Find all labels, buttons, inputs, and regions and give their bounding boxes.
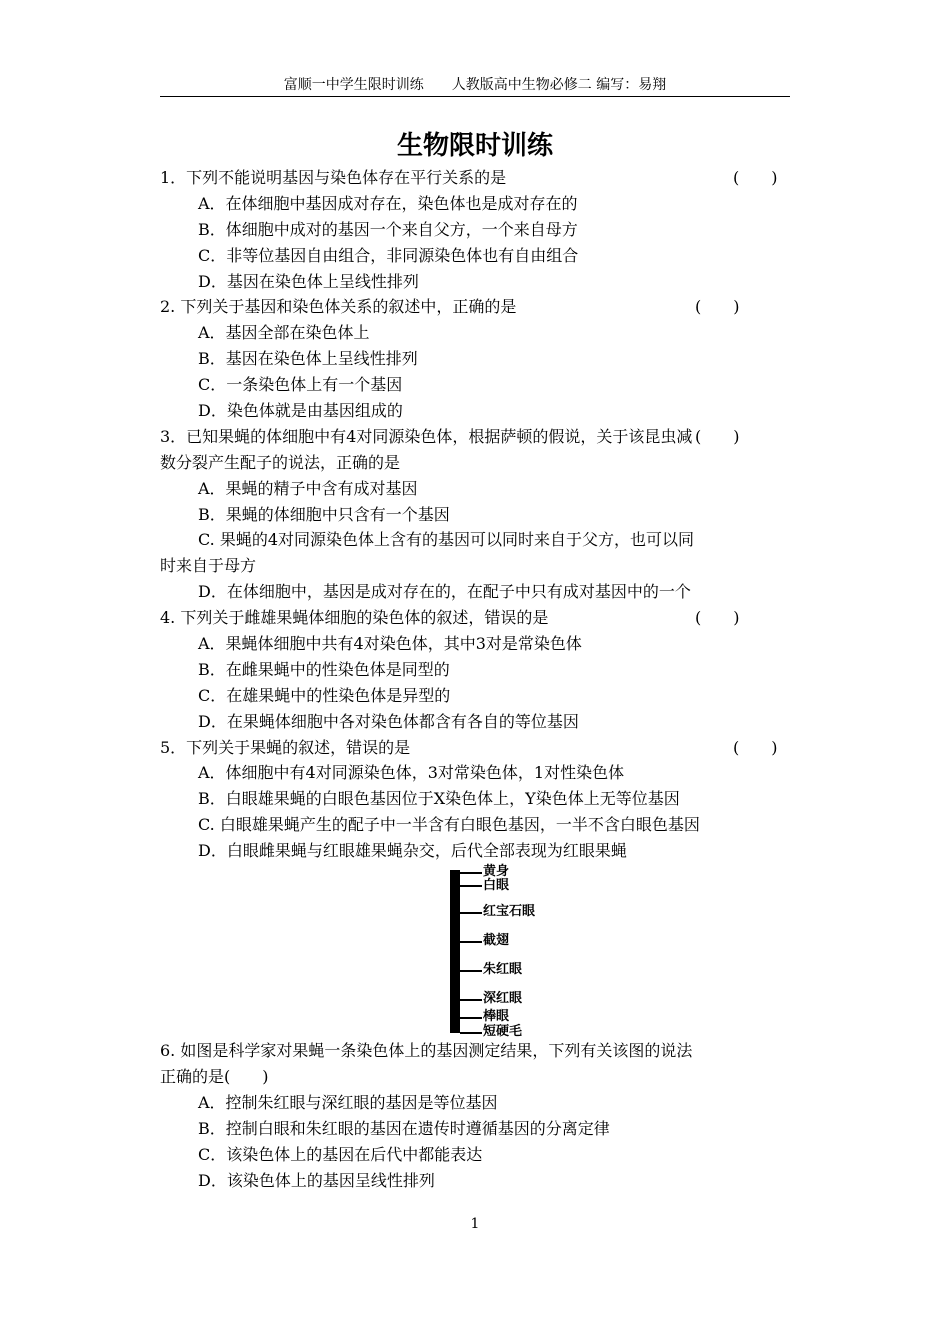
answer-bracket: ( )	[733, 737, 778, 757]
gene-label-cut-wing: 截翅	[483, 933, 510, 949]
option-a: A．控制朱红眼与深红眼的基因是等位基因	[198, 1092, 498, 1112]
question-stem: 4. 下列关于雌雄果蝇体细胞的染色体的叙述，错误的是 ( )	[160, 605, 790, 631]
question-5	[160, 735, 790, 864]
question-stem-continued: 数分裂产生配子的说法，正确的是 ( )	[160, 450, 790, 476]
option-d: D．白眼雌果蝇与红眼雄果蝇杂交，后代全部表现为红眼果蝇	[198, 841, 627, 861]
option-a: A．在体细胞中基因成对存在，染色体也是成对存在的	[198, 193, 578, 213]
question-4	[160, 605, 790, 734]
answer-bracket: ( )	[695, 608, 740, 628]
page-title: 生物限时训练	[396, 131, 553, 161]
option-a: A．果蝇体细胞中共有4对染色体，其中3对是常染色体	[198, 634, 582, 654]
option-c: C. 白眼雄果蝇产生的配子中一半含有白眼色基因，一半不含白眼色基因	[198, 815, 700, 835]
option-b: B．控制白眼和朱红眼的基因在遗传时遵循基因的分离定律	[198, 1118, 610, 1138]
question-stem: 5．下列关于果蝇的叙述，错误的是 ( )	[160, 735, 790, 761]
question-1	[160, 165, 790, 294]
gene-label-yellow-body: 黄身	[483, 864, 510, 880]
option-c: C．非等位基因自由组合，非同源染色体也有自由组合	[198, 245, 579, 265]
gene-tick	[460, 912, 482, 914]
gene-label-ruby-eye: 红宝石眼	[483, 904, 536, 920]
option-d: D．该染色体上的基因呈线性排列	[198, 1170, 435, 1190]
option-a: A．果蝇的精子中含有成对基因	[198, 478, 418, 498]
question-stem: 3．已知果蝇的体细胞中有4对同源染色体，根据萨顿的假说，关于该昆虫减	[160, 426, 693, 446]
question-stem: 1．下列不能说明基因与染色体存在平行关系的是 ( )	[160, 165, 790, 191]
option-b: B．在雌果蝇中的性染色体是同型的	[198, 659, 450, 679]
option-c: C. 果蝇的4对同源染色体上含有的基因可以同时来自于父方，也可以同	[198, 530, 695, 550]
gene-label-vermilion-eye: 朱红眼	[483, 962, 523, 978]
question-stem-continued: 正确的是( )	[160, 1066, 269, 1086]
chromosome-gene-map	[160, 864, 790, 1038]
answer-bracket: ( )	[733, 168, 778, 187]
gene-label-white-eye: 白眼	[483, 878, 510, 894]
option-b: B．基因在染色体上呈线性排列	[198, 349, 418, 369]
gene-tick	[460, 941, 482, 943]
gene-label-bar-eye: 棒眼	[483, 1009, 510, 1025]
question-2	[160, 294, 790, 423]
answer-bracket: ( )	[695, 297, 740, 317]
gene-tick	[460, 999, 482, 1001]
option-a: A．体细胞中有4对同源染色体，3对常染色体，1对性染色体	[198, 763, 625, 783]
option-a: A．基因全部在染色体上	[198, 323, 370, 343]
question-6	[160, 1038, 790, 1193]
gene-tick	[460, 1032, 482, 1034]
option-b: B．白眼雄果蝇的白眼色基因位于X染色体上，Y染色体上无等位基因	[198, 789, 680, 809]
option-c-continued: 时来自于母方	[160, 556, 257, 576]
option-c: C．该染色体上的基因在后代中都能表达	[198, 1144, 483, 1164]
option-d: D．在体细胞中，基因是成对存在的，在配子中只有成对基因中的一个	[198, 582, 691, 602]
question-3	[160, 424, 790, 605]
option-c: C．在雄果蝇中的性染色体是异型的	[198, 685, 451, 705]
option-b: B．果蝇的体细胞中只含有一个基因	[198, 504, 450, 524]
question-stem: 2. 下列关于基因和染色体关系的叙述中，正确的是 ( )	[160, 294, 790, 320]
option-c: C．一条染色体上有一个基因	[198, 375, 403, 395]
gene-tick	[460, 970, 482, 972]
question-stem: 6. 如图是科学家对果蝇一条染色体上的基因测定结果，下列有关该图的说法	[160, 1041, 693, 1061]
gene-tick	[460, 1017, 482, 1019]
option-b: B．体细胞中成对的基因一个来自父方，一个来自母方	[198, 219, 578, 239]
page-header: 富顺一中学生限时训练 人教版高中生物必修二 编写：易翔	[160, 74, 790, 97]
option-d: D．基因在染色体上呈线性排列	[198, 271, 419, 291]
page-number: 1	[470, 1216, 480, 1232]
gene-label-short-bristle: 短硬毛	[483, 1024, 523, 1040]
option-d: D．染色体就是由基因组成的	[198, 401, 403, 421]
chromosome-bar	[450, 870, 460, 1033]
option-d: D．在果蝇体细胞中各对染色体都含有各自的等位基因	[198, 711, 579, 731]
gene-tick	[460, 872, 482, 874]
question-list	[160, 165, 790, 1193]
gene-label-garnet-eye: 深红眼	[483, 991, 523, 1007]
gene-tick	[460, 885, 482, 887]
